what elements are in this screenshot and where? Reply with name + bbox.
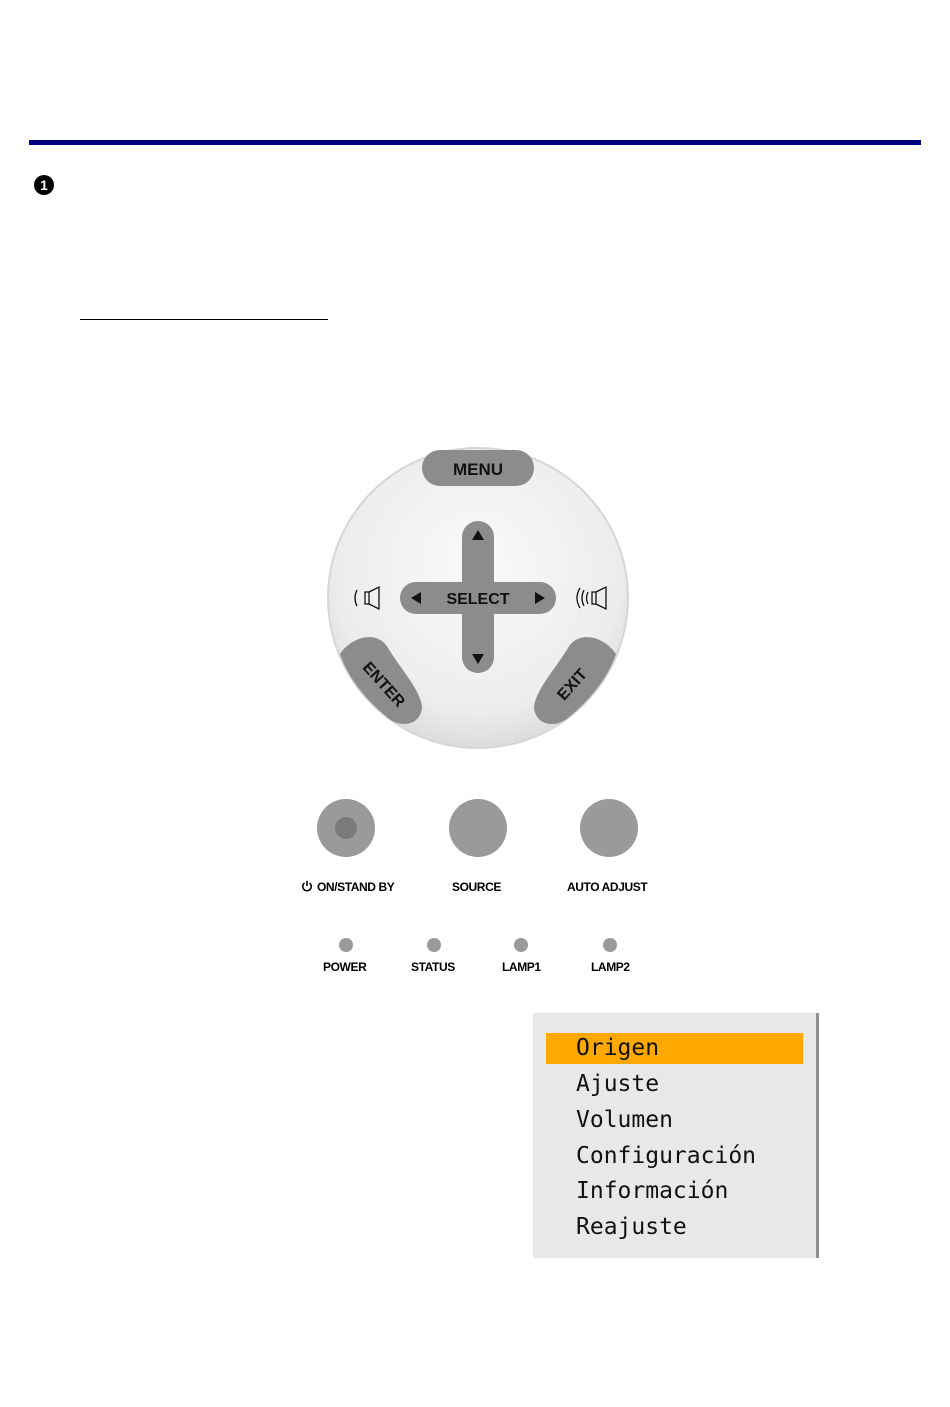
lamp2-indicator bbox=[603, 938, 617, 952]
menu-item-volumen[interactable]: Volumen bbox=[576, 1107, 673, 1133]
status-indicator-label: STATUS bbox=[411, 960, 455, 974]
bullet-number-icon: 1 bbox=[34, 175, 54, 195]
lamp1-indicator bbox=[514, 938, 528, 952]
power-indicator bbox=[339, 938, 353, 952]
source-button[interactable] bbox=[449, 799, 507, 857]
menu-button[interactable] bbox=[422, 450, 534, 486]
menu-item-ajuste[interactable]: Ajuste bbox=[576, 1071, 660, 1097]
lamp1-indicator-label: LAMP1 bbox=[502, 960, 541, 974]
menu-item-origen[interactable]: Origen bbox=[546, 1033, 803, 1064]
select-label: SELECT bbox=[446, 591, 510, 608]
top-rule bbox=[29, 140, 921, 145]
osd-menu bbox=[533, 1013, 819, 1258]
exit-button-label: EXIT bbox=[554, 666, 591, 704]
auto-adjust-button-label: AUTO ADJUST bbox=[567, 880, 648, 894]
power-button-label: ON/STAND BY bbox=[317, 880, 395, 894]
control-pad bbox=[326, 446, 630, 750]
power-indicator-label: POWER bbox=[323, 960, 367, 974]
auto-adjust-button[interactable] bbox=[580, 799, 638, 857]
power-button-center bbox=[335, 817, 357, 839]
enter-button-label: ENTER bbox=[358, 659, 408, 711]
menu-item-reajuste[interactable]: Reajuste bbox=[576, 1214, 687, 1240]
menu-item-informacion[interactable]: Información bbox=[576, 1178, 729, 1204]
source-button-label: SOURCE bbox=[452, 880, 501, 894]
status-indicator bbox=[427, 938, 441, 952]
power-icon bbox=[300, 880, 314, 892]
underline-rule bbox=[80, 319, 328, 320]
menu-button-label: MENU bbox=[452, 460, 504, 479]
lamp2-indicator-label: LAMP2 bbox=[591, 960, 630, 974]
power-button-label-group bbox=[300, 880, 410, 894]
menu-item-configuracion[interactable]: Configuración bbox=[576, 1143, 757, 1169]
power-button[interactable] bbox=[317, 799, 375, 857]
